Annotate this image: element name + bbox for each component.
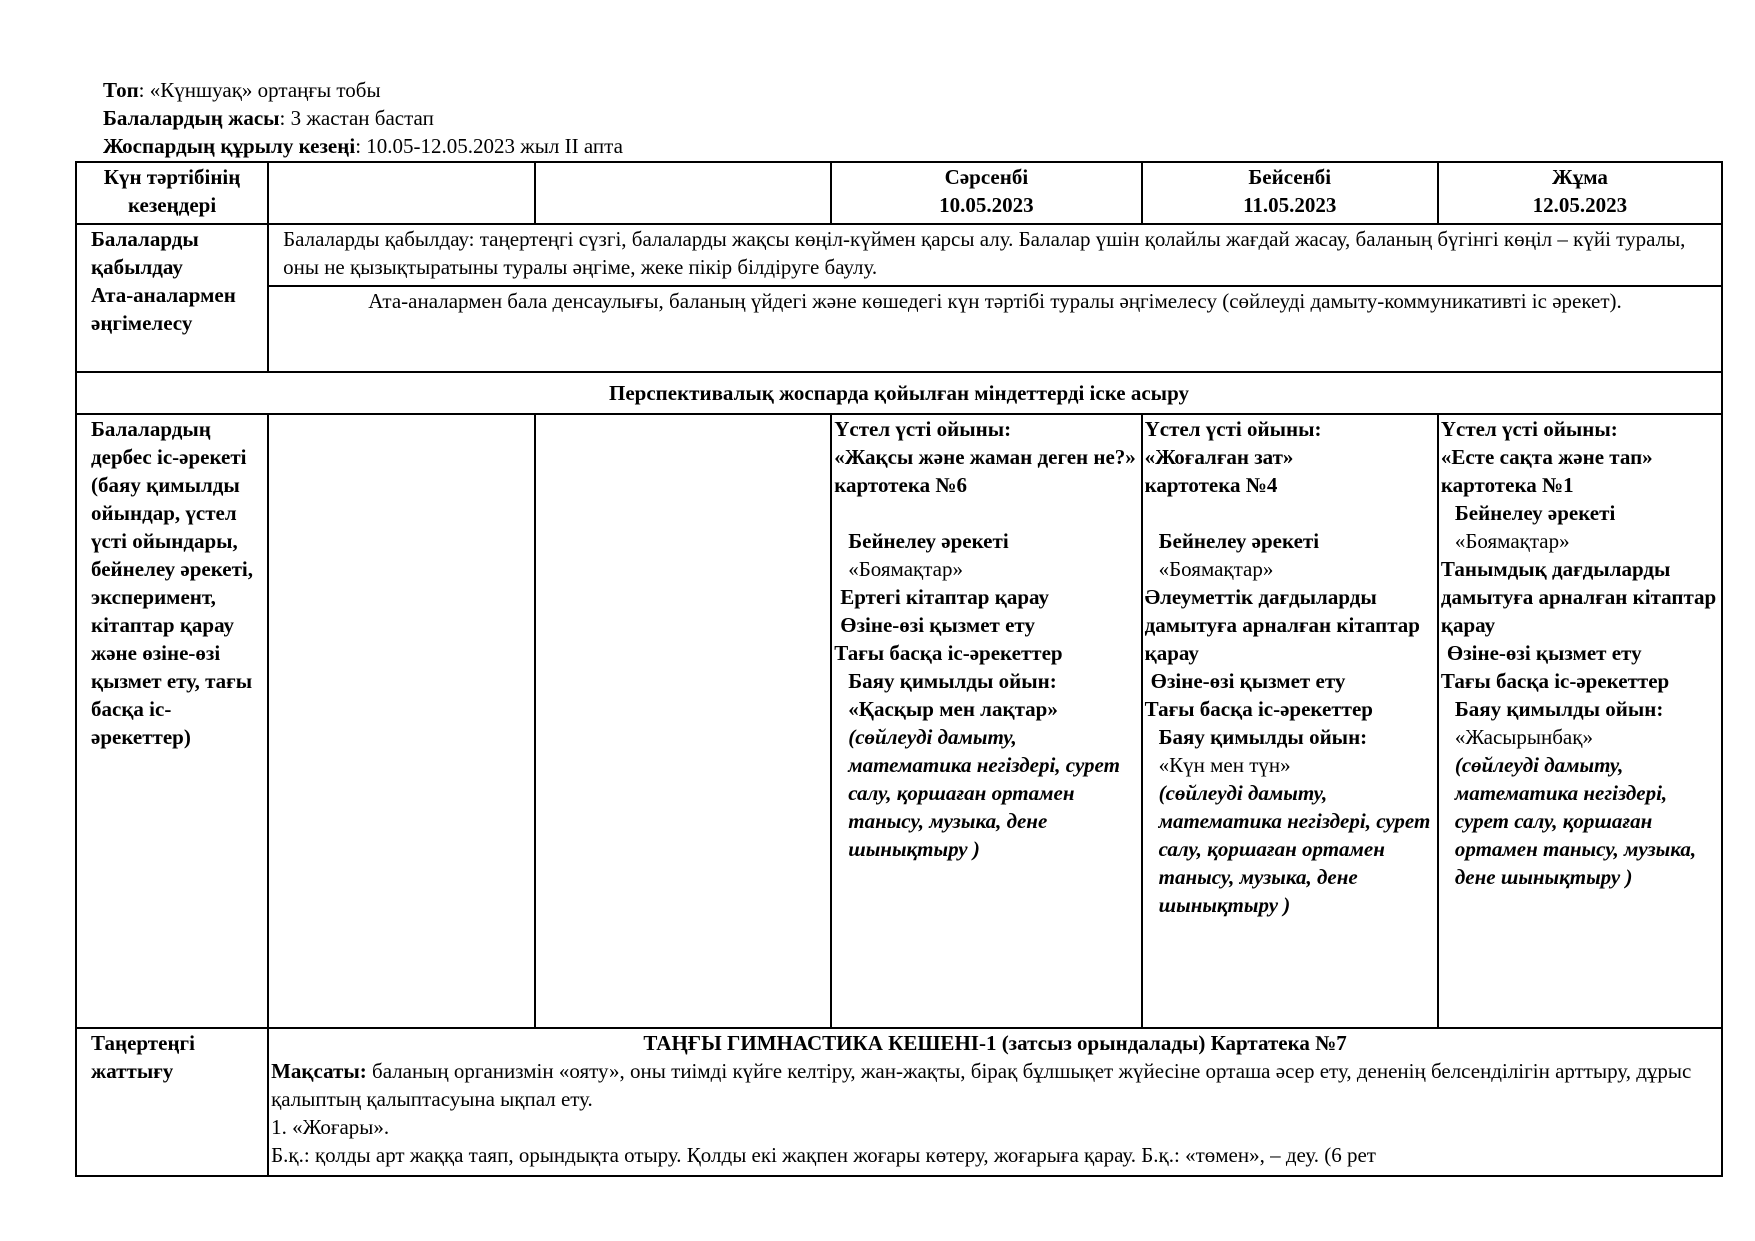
parents-talk-label: Ата-аналармен әңгімелесу xyxy=(91,283,236,335)
exercise-content xyxy=(268,1028,1722,1176)
slow-game-title: Баяу қимылды ойын: xyxy=(1158,725,1368,749)
perspective-row xyxy=(76,372,1722,414)
game-name: «Жақсы және жаман деген не?» xyxy=(834,445,1136,469)
reception-label-cell xyxy=(76,224,268,372)
books-text: Танымдық дағдыларды дамытуға арналған кітаптар қарау xyxy=(1440,557,1717,637)
art-name: «Боямақтар» xyxy=(1158,557,1274,581)
exercise-item-1-text: Б.қ.: қолды арт жаққа таяп, орындықта отыру. Қолды екі жақпен жоғары көтеру, жоғарыға қарау. Б.қ.: «төмен», – деу. (6 рет xyxy=(271,1143,1376,1167)
activity-wednesday xyxy=(831,414,1141,1028)
parents-talk-row xyxy=(76,286,1722,372)
age-value: : 3 жастан бастап xyxy=(279,106,434,130)
card-number: картотека №1 xyxy=(1440,473,1574,497)
parents-talk-text: Ата-аналармен бала денсаулығы, баланың үйдегі және көшедегі күн тәртібі туралы әңгімелесу (сөйлеуді дамыту-коммуникативті іс әрекет). xyxy=(268,286,1722,372)
group-label: Топ xyxy=(103,78,139,102)
day-name: Жұма xyxy=(1551,165,1608,189)
reception-row xyxy=(76,224,1722,286)
goal-label: Мақсаты: xyxy=(271,1059,367,1083)
integration-text: (сөйлеуді дамыту, математика негіздері, сурет салу, қоршаған ортамен танысу, музыка, дене шынықтыру ) xyxy=(848,725,1120,861)
plan-header xyxy=(103,76,623,160)
day-header-wednesday xyxy=(831,162,1141,224)
activity-row xyxy=(76,414,1722,1028)
game-title: Үстел үсті ойыны: xyxy=(1144,417,1322,441)
slow-game-title: Баяу қимылды ойын: xyxy=(848,669,1057,693)
empty-activity-cell-2 xyxy=(535,414,831,1028)
integration-text: (сөйлеуді дамыту, математика негіздері, сурет салу, қоршаған ортамен танысу, музыка, дене шынықтыру ) xyxy=(1454,753,1697,889)
exercise-label: Таңертеңгі жаттығу xyxy=(76,1028,268,1176)
activity-friday xyxy=(1438,414,1722,1028)
art-title: Бейнелеу әрекеті xyxy=(1158,529,1320,553)
exercise-goal xyxy=(271,1057,1719,1113)
slow-game-name: «Күн мен түн» xyxy=(1158,753,1291,777)
other-activities-text: Тағы басқа іс-әрекеттер xyxy=(1440,669,1670,693)
weekly-plan-table xyxy=(75,161,1723,1177)
game-name: «Жоғалған зат» xyxy=(1144,445,1294,469)
group-line xyxy=(103,76,623,104)
integration-text: (сөйлеуді дамыту, математика негіздері, сурет салу, қоршаған ортамен танысу, музыка, дене шынықтыру ) xyxy=(1158,781,1431,917)
reception-label: Балаларды қабылдау xyxy=(91,227,199,279)
self-service-text: Өзіне-өзі қызмет ету xyxy=(1150,669,1346,693)
self-service-text: Өзіне-өзі қызмет ету xyxy=(840,613,1035,637)
art-title: Бейнелеу әрекеті xyxy=(1454,501,1616,525)
books-text: Әлеуметтік дағдыларды дамытуға арналған кітаптар қарау xyxy=(1144,585,1420,665)
exercise-item-1: 1. «Жоғары». xyxy=(271,1115,390,1139)
other-activities-text: Тағы басқа іс-әрекеттер xyxy=(1144,697,1373,721)
period-value: : 10.05-12.05.2023 жыл ІІ апта xyxy=(355,134,623,158)
header-row xyxy=(76,162,1722,224)
day-name: Бейсенбі xyxy=(1248,165,1332,189)
day-name: Сәрсенбі xyxy=(944,165,1029,189)
period-line xyxy=(103,132,623,160)
slow-game-title: Баяу қимылды ойын: xyxy=(1454,697,1664,721)
age-line xyxy=(103,104,623,132)
slow-game-name: «Қасқыр мен лақтар» xyxy=(848,697,1058,721)
art-title: Бейнелеу әрекеті xyxy=(848,529,1009,553)
exercise-title: ТАҢҒЫ ГИМНАСТИКА КЕШЕНІ-1 (затсыз орындалады) Картатека №7 xyxy=(643,1031,1347,1055)
art-name: «Боямақтар» xyxy=(1454,529,1570,553)
perspective-title: Перспективалық жоспарда қойылған міндеттерді іске асыру xyxy=(76,372,1722,414)
period-label: Жоспардың құрылу кезеңі xyxy=(103,134,356,158)
card-number: картотека №6 xyxy=(834,473,967,497)
group-value: : «Күншуақ» ортаңғы тобы xyxy=(138,78,381,102)
day-header-friday xyxy=(1438,162,1722,224)
day-header-thursday xyxy=(1142,162,1438,224)
game-title: Үстел үсті ойыны: xyxy=(1440,417,1618,441)
card-number: картотека №4 xyxy=(1144,473,1278,497)
self-service-text: Өзіне-өзі қызмет ету xyxy=(1446,641,1642,665)
game-title: Үстел үсті ойыны: xyxy=(834,417,1012,441)
col-header-periods: Күн тәртібінің кезеңдері xyxy=(76,162,268,224)
day-date: 11.05.2023 xyxy=(1243,193,1337,217)
empty-header-cell-1 xyxy=(268,162,535,224)
empty-header-cell-2 xyxy=(535,162,831,224)
goal-text: баланың организмін «ояту», оны тиімді күйге келтіру, жан-жақты, бірақ бұлшықет жүйесіне орташа әсер ету, дененің белсенділігін арттыру, дұрыс қалыптың қалыптасуына ықпал ету. xyxy=(271,1059,1692,1111)
activity-thursday xyxy=(1142,414,1438,1028)
other-activities-text: Тағы басқа іс-әрекеттер xyxy=(834,641,1063,665)
day-date: 10.05.2023 xyxy=(939,193,1034,217)
day-date: 12.05.2023 xyxy=(1532,193,1628,217)
empty-activity-cell-1 xyxy=(268,414,535,1028)
books-text: Ертегі кітаптар қарау xyxy=(840,585,1049,609)
art-name: «Боямақтар» xyxy=(848,557,963,581)
slow-game-name: «Жасырынбақ» xyxy=(1454,725,1593,749)
age-label: Балалардың жасы xyxy=(103,106,280,130)
reception-text: Балаларды қабылдау: таңертеңгі сүзгі, балаларды жақсы көңіл-күймен қарсы алу. Балалар үшін қолайлы жағдай жасау, баланың бүгінгі көңіл – күйі туралы, оны не қызықтыратыны туралы әңгіме, жеке пікір білдіруге баулу. xyxy=(268,224,1722,286)
activity-label: Балалардың дербес іс-әрекеті (баяу қимылды ойындар, үстел үсті ойындары, бейнелеу әрекеті, эксперимент, кітаптар қарау және өзіне-өзі қызмет ету, тағы басқа іс-әрекеттер) xyxy=(76,414,268,1028)
game-name: «Есте сақта және тап» xyxy=(1440,445,1653,469)
exercise-row xyxy=(76,1028,1722,1176)
